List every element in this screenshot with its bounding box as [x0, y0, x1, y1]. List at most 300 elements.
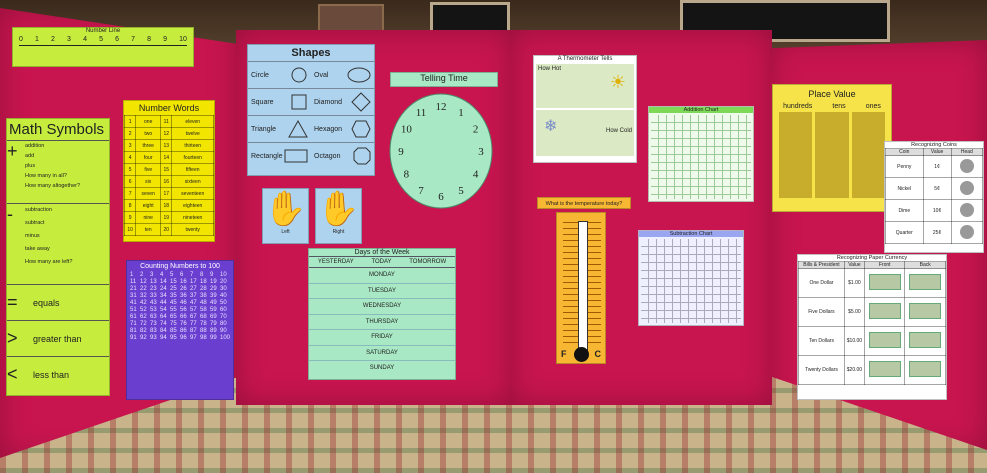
less-label: less than — [33, 369, 70, 380]
hundreds-cell: 51 — [130, 307, 137, 313]
currency-header: Front — [864, 262, 905, 269]
hot-section — [536, 64, 634, 108]
hundreds-cell: 9 — [209, 272, 214, 278]
number-word-cell: thirteen — [172, 140, 214, 152]
hundreds-cell: 81 — [130, 328, 137, 334]
hundreds-cell: 94 — [159, 335, 167, 341]
hundreds-cell: 20 — [219, 279, 227, 285]
hundreds-cell: 10 — [219, 272, 227, 278]
telling-time-title: Telling Time — [420, 73, 468, 83]
hundreds-cell: 32 — [139, 293, 147, 299]
shape-octagon — [311, 142, 374, 169]
shape-label: Square — [251, 98, 274, 106]
shape-hexagon — [311, 115, 374, 142]
greater-label: greater than — [33, 333, 82, 344]
oval-icon — [347, 66, 371, 84]
number-word-row — [125, 176, 214, 188]
math-symbols-title: Math Symbols — [9, 121, 105, 138]
hundreds-cell: 74 — [159, 321, 167, 327]
number-word-cell: 20 — [161, 224, 172, 236]
hundreds-cell: 91 — [130, 335, 137, 341]
telling-time-label — [390, 72, 498, 87]
hundreds-cell: 65 — [169, 314, 177, 320]
minus-symbol: - — [7, 204, 13, 224]
number-word-cell: four — [136, 152, 161, 164]
hundreds-cell: 95 — [169, 335, 177, 341]
hundreds-cell: 86 — [179, 328, 187, 334]
bill-image — [864, 298, 905, 327]
greater-symbol: > — [7, 328, 18, 348]
number-word-row — [125, 224, 214, 236]
hundreds-cell: 33 — [149, 293, 157, 299]
hundreds-cell: 13 — [149, 279, 157, 285]
currency-cell: Twenty Dollars — [799, 356, 845, 385]
tick: 10 — [179, 36, 187, 43]
subtraction-grid — [641, 239, 741, 323]
coins-header: Coin — [886, 149, 924, 156]
hundreds-cell: 34 — [159, 293, 167, 299]
less-row — [7, 356, 109, 392]
tick: 9 — [163, 36, 168, 43]
hundreds-cell: 17 — [189, 279, 197, 285]
temperature-question: What is the temperature today? — [545, 201, 623, 207]
hundreds-cell: 67 — [189, 314, 197, 320]
hundreds-cell: 58 — [199, 307, 207, 313]
hundreds-cell: 99 — [209, 335, 217, 341]
number-word-cell: 13 — [161, 140, 172, 152]
left-hand-card — [262, 188, 309, 244]
number-word-cell: 14 — [161, 152, 172, 164]
currency-cell: $20.00 — [844, 356, 864, 385]
number-word-cell: fifteen — [172, 164, 214, 176]
hundreds-cell: 89 — [209, 328, 217, 334]
word: How many altogether? — [25, 183, 81, 189]
shape-circle — [248, 61, 311, 88]
hundreds-cell: 36 — [179, 293, 187, 299]
place-value-title: Place Value — [808, 89, 856, 99]
coins-cell: Nickel — [886, 178, 924, 200]
temperature-question-card — [537, 197, 631, 209]
clock-number: 4 — [472, 168, 479, 181]
number-word-cell: seven — [136, 188, 161, 200]
word: plus — [25, 163, 36, 169]
hundreds-cell: 60 — [219, 307, 227, 313]
number-word-cell: 6 — [125, 176, 136, 188]
coin-icon — [951, 156, 982, 178]
coins-cell: Dime — [886, 200, 924, 222]
shapes-title: Shapes — [291, 47, 331, 59]
currency-cell: One Dollar — [799, 269, 845, 298]
hundreds-cell: 72 — [139, 321, 147, 327]
hundreds-cell: 80 — [219, 321, 227, 327]
less-symbol: < — [7, 364, 18, 384]
currency-cell: $5.00 — [844, 298, 864, 327]
coin-icon — [951, 222, 982, 244]
hundreds-cell: 21 — [130, 286, 137, 292]
hundreds-cell: 77 — [189, 321, 197, 327]
currency-header: Value — [844, 262, 864, 269]
hundreds-cell: 42 — [139, 300, 147, 306]
square-icon — [290, 93, 308, 111]
celsius-label: C — [594, 349, 601, 359]
left-label: Left — [281, 229, 290, 235]
number-words-card — [123, 100, 215, 242]
currency-cell: $10.00 — [844, 327, 864, 356]
hundreds-cell: 71 — [130, 321, 137, 327]
yesterday-header: YESTERDAY — [317, 259, 354, 265]
tens-header: tens — [832, 103, 846, 110]
word: add — [25, 153, 35, 159]
bill-image — [905, 269, 946, 298]
day-item: SATURDAY — [309, 346, 455, 362]
ones-column — [852, 112, 885, 198]
hundreds-cell: 68 — [199, 314, 207, 320]
number-word-cell: 12 — [161, 128, 172, 140]
hundreds-cell: 88 — [199, 328, 207, 334]
number-word-cell: 2 — [125, 128, 136, 140]
day-item: SUNDAY — [369, 365, 395, 371]
hundreds-cell: 29 — [209, 286, 217, 292]
hundreds-cell: 7 — [189, 272, 194, 278]
clock-number: 7 — [418, 184, 424, 197]
subtraction-words — [25, 204, 72, 284]
equals-label: equals — [33, 297, 60, 308]
number-word-cell: 8 — [125, 200, 136, 212]
hundreds-cell: 64 — [159, 314, 167, 320]
currency-table — [798, 261, 946, 385]
hundreds-cell: 92 — [139, 335, 147, 341]
clock-number: 12 — [435, 101, 447, 113]
currency-header: Bills & President — [799, 262, 845, 269]
hundreds-cell: 78 — [199, 321, 207, 327]
clock-number: 6 — [438, 191, 444, 203]
addition-chart-title: Addition Chart — [649, 107, 753, 113]
hundreds-cell: 75 — [169, 321, 177, 327]
hundreds-cell: 28 — [199, 286, 207, 292]
cold-section — [536, 110, 634, 156]
place-value-card — [772, 84, 892, 212]
number-word-cell: eleven — [172, 116, 214, 128]
number-word-cell: 9 — [125, 212, 136, 224]
hundreds-cell: 24 — [159, 286, 167, 292]
bill-image — [864, 327, 905, 356]
clock-number: 1 — [458, 107, 464, 120]
clock-number: 8 — [403, 168, 410, 181]
hundreds-cell: 23 — [149, 286, 157, 292]
shape-rectangle — [248, 142, 311, 169]
hundreds-cell: 40 — [219, 293, 227, 299]
day-item: WEDNESDAY — [309, 299, 455, 315]
hexagon-icon — [351, 120, 371, 138]
hundreds-header: hundreds — [783, 103, 813, 110]
hundreds-cell: 25 — [169, 286, 177, 292]
math-symbols-card — [6, 118, 110, 396]
number-word-cell: three — [136, 140, 161, 152]
word: minus — [25, 233, 40, 239]
octagon-icon — [353, 147, 371, 165]
shape-triangle — [248, 115, 311, 142]
hundreds-cell: 96 — [179, 335, 187, 341]
coins-cell: 25¢ — [923, 222, 951, 244]
tick: 0 — [19, 36, 23, 43]
tick: 5 — [99, 36, 103, 43]
hundreds-cell: 39 — [209, 293, 217, 299]
hundreds-cell: 30 — [219, 286, 227, 292]
subtraction-section — [7, 203, 109, 284]
fahrenheit-label: F — [561, 349, 567, 359]
shape-diamond — [311, 88, 374, 115]
coins-header: Head — [951, 149, 982, 156]
place-value-columns — [773, 112, 891, 198]
counting-title: Counting Numbers to 100 — [140, 263, 220, 270]
number-word-cell: seventeen — [172, 188, 214, 200]
subtraction-chart-card — [638, 230, 744, 326]
hundreds-cell: 14 — [159, 279, 167, 285]
bill-image — [864, 356, 905, 385]
addition-section — [7, 140, 109, 203]
word: How many in all? — [25, 173, 67, 179]
coins-cell: 1¢ — [923, 156, 951, 178]
hundreds-cell: 47 — [189, 300, 197, 306]
hundreds-cell: 83 — [149, 328, 157, 334]
clock-face — [388, 92, 494, 210]
coin-icon — [951, 200, 982, 222]
hundreds-cell: 8 — [199, 272, 204, 278]
hundreds-cell: 53 — [149, 307, 157, 313]
number-word-cell: ten — [136, 224, 161, 236]
hundreds-cell: 82 — [139, 328, 147, 334]
number-line-ticks — [13, 34, 193, 43]
ones-header: ones — [865, 103, 881, 110]
number-word-cell: 1 — [125, 116, 136, 128]
shape-oval — [311, 61, 374, 88]
clock-number: 3 — [478, 146, 484, 158]
coins-title: Recognizing Coins — [911, 142, 957, 148]
currency-cell: $1.00 — [844, 269, 864, 298]
currency-cell: Ten Dollars — [799, 327, 845, 356]
number-word-cell: 15 — [161, 164, 172, 176]
tick: 2 — [51, 36, 55, 43]
hand-icon: ✋ — [264, 190, 307, 228]
hundreds-cell: 22 — [139, 286, 147, 292]
days-title: Days of the Week — [309, 249, 455, 257]
thermometer-tells-title: A Thermometer Tells — [557, 56, 613, 62]
hundreds-cell: 100 — [219, 335, 230, 341]
word: subtract — [25, 220, 45, 226]
hundreds-cell: 59 — [209, 307, 217, 313]
days-headers — [309, 257, 455, 268]
hundreds-cell: 3 — [149, 272, 154, 278]
shape-label: Oval — [314, 71, 329, 79]
hundreds-cell: 1 — [130, 272, 134, 278]
hundreds-cell: 19 — [209, 279, 217, 285]
word: take away — [25, 246, 50, 252]
cold-label: How Cold — [605, 128, 632, 134]
day-item: THURSDAY — [309, 315, 455, 331]
hundreds-cell: 56 — [179, 307, 187, 313]
shape-label: Octagon — [314, 152, 341, 160]
addition-words — [25, 141, 80, 203]
number-word-cell: 4 — [125, 152, 136, 164]
day-item: FRIDAY — [309, 330, 455, 346]
hundreds-cell: 49 — [209, 300, 217, 306]
hundreds-cell: 37 — [189, 293, 197, 299]
coins-cell: Penny — [886, 156, 924, 178]
bill-image — [864, 269, 905, 298]
rectangle-icon — [284, 148, 308, 164]
hundreds-cell: 73 — [149, 321, 157, 327]
number-word-row — [125, 188, 214, 200]
days-card — [308, 248, 456, 380]
hundreds-column — [779, 112, 812, 198]
bill-image — [905, 298, 946, 327]
tick: 8 — [147, 36, 152, 43]
subtraction-chart-title: Subtraction Chart — [639, 231, 743, 237]
addition-grid — [651, 115, 751, 199]
number-line-title: Number Line — [85, 28, 121, 34]
place-value-headers — [773, 101, 891, 112]
hundreds-cell: 26 — [179, 286, 187, 292]
hundreds-cell: 35 — [169, 293, 177, 299]
hundreds-cell: 97 — [189, 335, 197, 341]
number-word-cell: five — [136, 164, 161, 176]
number-word-cell: one — [136, 116, 161, 128]
thermometer-tells-card — [533, 55, 637, 163]
number-word-cell: 5 — [125, 164, 136, 176]
clock-number: 2 — [472, 123, 479, 136]
number-word-cell: 17 — [161, 188, 172, 200]
hundreds-cell: 79 — [209, 321, 217, 327]
hundreds-cell: 50 — [219, 300, 227, 306]
hundreds-cell: 55 — [169, 307, 177, 313]
number-word-cell: sixteen — [172, 176, 214, 188]
hundreds-cell: 84 — [159, 328, 167, 334]
hundreds-cell: 12 — [139, 279, 147, 285]
number-word-cell: 3 — [125, 140, 136, 152]
right-hand-card — [315, 188, 362, 244]
number-word-row — [125, 200, 214, 212]
number-word-cell: twelve — [172, 128, 214, 140]
coins-cell: 10¢ — [923, 200, 951, 222]
hundreds-cell: 63 — [149, 314, 157, 320]
hundreds-cell: 6 — [179, 272, 184, 278]
hundreds-cell: 70 — [219, 314, 227, 320]
number-words-table — [124, 115, 214, 236]
number-word-row — [125, 128, 214, 140]
hundreds-cell: 43 — [149, 300, 157, 306]
number-word-cell: 7 — [125, 188, 136, 200]
diamond-icon — [351, 92, 371, 112]
coins-header: Value — [923, 149, 951, 156]
number-line-card — [12, 27, 194, 67]
hand-icon: ✋ — [317, 190, 360, 228]
clock-number: 5 — [458, 184, 464, 197]
number-word-cell: nine — [136, 212, 161, 224]
hundreds-cell: 46 — [179, 300, 187, 306]
tomorrow-header: TOMORROW — [409, 259, 447, 265]
hundreds-cell: 62 — [139, 314, 147, 320]
word: subtraction — [25, 207, 52, 213]
triangle-icon — [288, 120, 308, 138]
hundreds-cell: 44 — [159, 300, 167, 306]
number-word-cell: 11 — [161, 116, 172, 128]
number-word-cell: 19 — [161, 212, 172, 224]
hundreds-cell: 38 — [199, 293, 207, 299]
hundreds-grid — [127, 272, 233, 341]
number-word-row — [125, 152, 214, 164]
tick: 3 — [67, 36, 71, 43]
hundreds-cell: 98 — [199, 335, 207, 341]
number-word-row — [125, 140, 214, 152]
tick: 7 — [131, 36, 136, 43]
coins-cell: 5¢ — [923, 178, 951, 200]
number-words-title: Number Words — [138, 103, 200, 113]
thermometer-bulb — [574, 347, 589, 362]
greater-row — [7, 320, 109, 356]
circle-icon — [290, 66, 308, 84]
day-item: TUESDAY — [309, 284, 455, 300]
counting-card — [126, 260, 234, 400]
tick: 1 — [35, 36, 39, 43]
bill-image — [905, 327, 946, 356]
shape-label: Triangle — [251, 125, 277, 133]
shape-label: Hexagon — [314, 125, 343, 133]
currency-header: Back — [905, 262, 946, 269]
snowflake-icon: ❄ — [544, 118, 558, 135]
word: How many are left? — [25, 259, 73, 265]
hundreds-cell: 76 — [179, 321, 187, 327]
hundreds-cell: 31 — [130, 293, 137, 299]
coin-icon — [951, 178, 982, 200]
number-word-cell: six — [136, 176, 161, 188]
tick: 4 — [83, 36, 87, 43]
word: addition — [25, 143, 45, 149]
shape-label: Diamond — [314, 98, 343, 106]
number-word-cell: 18 — [161, 200, 172, 212]
clock-number: 9 — [398, 146, 404, 158]
hundreds-cell: 87 — [189, 328, 197, 334]
thermometer-card — [556, 212, 606, 364]
clock-number: 11 — [415, 107, 427, 120]
day-item: MONDAY — [309, 268, 455, 284]
hundreds-cell: 27 — [189, 286, 197, 292]
bill-image — [905, 356, 946, 385]
tens-column — [815, 112, 848, 198]
hundreds-cell: 15 — [169, 279, 177, 285]
number-word-cell: twenty — [172, 224, 214, 236]
days-list — [309, 268, 455, 376]
tick: 6 — [115, 36, 119, 43]
number-line-axis — [19, 45, 187, 46]
hundreds-cell: 4 — [159, 272, 164, 278]
number-word-cell: 10 — [125, 224, 136, 236]
number-word-cell: 16 — [161, 176, 172, 188]
hundreds-cell: 85 — [169, 328, 177, 334]
coins-cell: Quarter — [886, 222, 924, 244]
shapes-card — [247, 44, 375, 176]
plus-symbol: + — [7, 141, 18, 161]
hundreds-cell: 41 — [130, 300, 137, 306]
shapes-grid — [248, 61, 374, 169]
hundreds-cell: 2 — [139, 272, 144, 278]
currency-card — [797, 254, 947, 400]
equals-row — [7, 284, 109, 320]
sun-icon: ☀ — [609, 72, 626, 92]
shape-square — [248, 88, 311, 115]
right-label: Right — [332, 229, 345, 235]
number-word-row — [125, 116, 214, 128]
number-word-cell: eighteen — [172, 200, 214, 212]
